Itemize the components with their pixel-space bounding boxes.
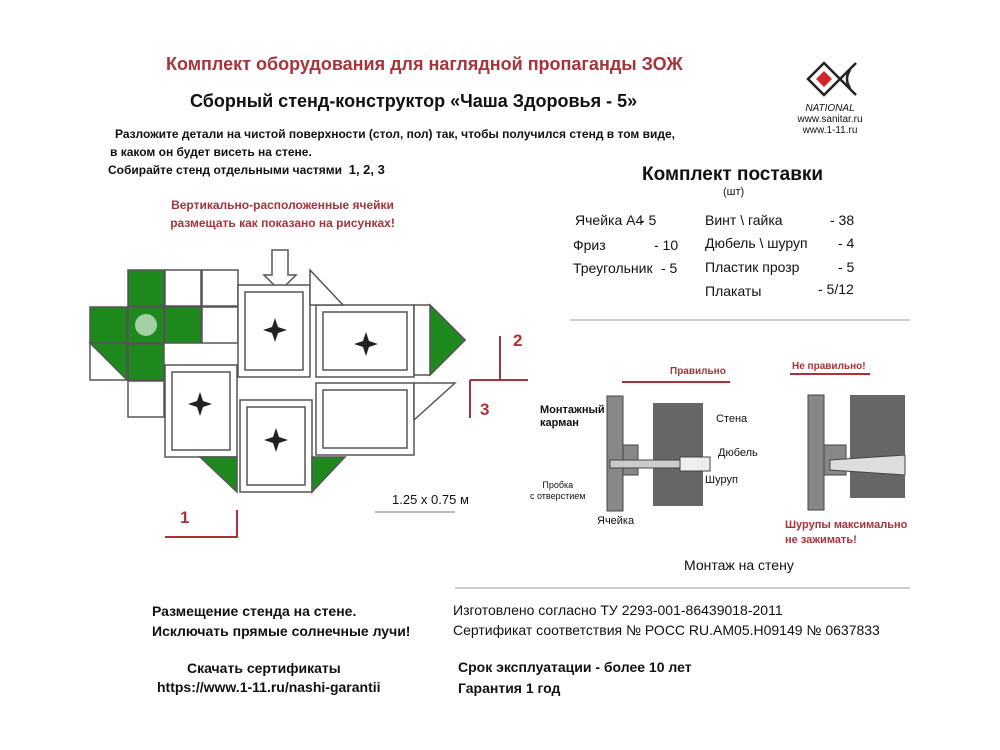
kit-item-qty: - 5/12 [818, 281, 854, 297]
logo-site2: www.1-11.ru [802, 125, 858, 136]
download-certificates: Скачать сертификаты [187, 660, 341, 676]
part-2-label: 2 [513, 331, 523, 350]
doc-title: Комплект оборудования для наглядной пропаганды ЗОЖ [166, 54, 683, 74]
kit-title: Комплект поставки [642, 164, 824, 185]
incorrect-label: Не правильно! [792, 361, 866, 372]
service-life: Срок эксплуатации - более 10 лет [458, 659, 692, 675]
part-3-label: 3 [480, 400, 490, 419]
certificates-link[interactable]: https://www.1-11.ru/nashi-garantii [157, 679, 381, 695]
instruction-text: Собирайте стенд отдельными частями [108, 163, 343, 177]
plug-label [530, 480, 585, 502]
dowel-label: Дюбель [718, 447, 758, 459]
kit-item-qty: - 4 [838, 235, 855, 251]
mount-caption: Монтаж на стену [684, 557, 794, 573]
kit-item-name: Треугольник [573, 260, 653, 276]
part-1-label: 1 [180, 508, 190, 527]
correct-label: Правильно [670, 366, 726, 377]
kit-item-name: Пластик прозр [705, 259, 800, 275]
emblem-icon [135, 314, 157, 336]
kit-item-name: Винт \ гайка [705, 212, 783, 228]
kit-item-qty: - 5 [661, 260, 678, 276]
certificate: Сертификат соответствия № РОСС RU.AM05.H09149 № 0637833 [453, 622, 880, 638]
instruction-line: Разложите детали на чистой поверхности (стол, пол) так, чтобы получился стенд в том виде, [115, 127, 675, 141]
plug-line: Пробка [542, 480, 574, 490]
kit-item-qty: - 38 [830, 212, 855, 228]
logo-site1: www.sanitar.ru [797, 114, 863, 125]
warranty: Гарантия 1 год [458, 680, 561, 696]
mount-incorrect-illustration [808, 395, 905, 510]
screw-label: Шуруп [705, 474, 738, 486]
instruction-line: в каком он будет висеть на стене. [110, 145, 312, 159]
warning-line: Вертикально-расположенные ячейки [171, 198, 394, 212]
pocket-line: карман [540, 417, 579, 429]
kit-item-qty: - 10 [654, 237, 679, 253]
kit-item-qty: - 5 [640, 212, 657, 228]
warning-line: Шурупы максимально [785, 519, 908, 531]
kit-unit: (шт) [723, 186, 745, 198]
pocket-line: Монтажный [540, 404, 605, 416]
kit-item-name: Ячейка А4 [575, 212, 644, 228]
wall-label: Стена [716, 413, 748, 425]
warning-line: не зажимать! [785, 534, 857, 546]
kit-item-name: Плакаты [705, 283, 762, 299]
stand-size: 1.25 x 0.75 м [392, 492, 469, 507]
logo-name: NATIONAL [805, 103, 855, 114]
kit-item-name: Фриз [573, 237, 606, 253]
parts-list: 1, 2, 3 [348, 162, 385, 177]
plug-line: с отверстием [530, 491, 586, 501]
pocket-label [540, 404, 605, 430]
mount-correct-illustration [607, 396, 710, 511]
placement-note: Размещение стенда на стене. [152, 603, 357, 619]
cell-label: Ячейка [597, 515, 635, 527]
warning-line: размещать как показано на рисунках! [170, 216, 395, 230]
doc-subtitle: Сборный стенд-конструктор «Чаша Здоровья - 5» [190, 91, 638, 111]
manufacturing-standard: Изготовлено согласно ТУ 2293-001-86439018-2011 [453, 602, 783, 618]
kit-item-name: Дюбель \ шуруп [705, 235, 808, 251]
placement-note: Исключать прямые солнечные лучи! [152, 623, 411, 639]
screw-warning [785, 518, 907, 548]
kit-item-qty: - 5 [838, 259, 855, 275]
